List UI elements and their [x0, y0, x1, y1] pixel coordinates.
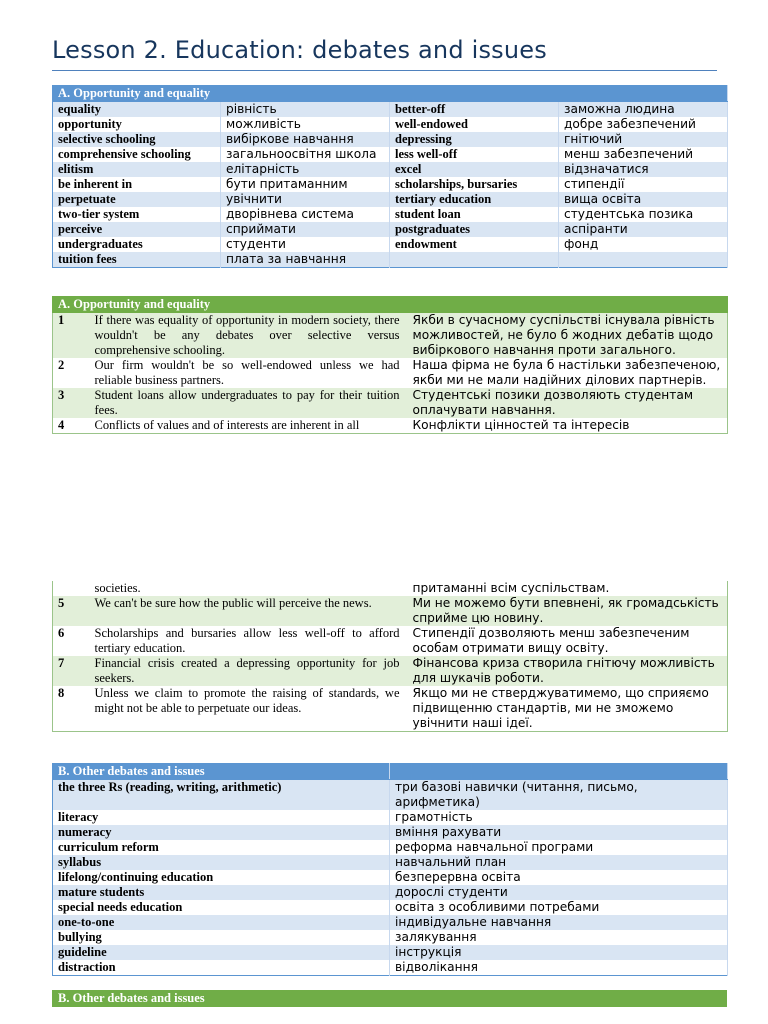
vocab-row	[53, 207, 728, 222]
vocab-row	[53, 237, 728, 252]
vocab-row	[53, 117, 728, 132]
table-header: B. Other debates and issues	[53, 764, 390, 780]
term-ua: реформа навчальної програми	[390, 840, 728, 855]
term-ua: бути притаманним	[221, 177, 390, 192]
vocab-row	[53, 915, 728, 930]
term-ua: вибіркове навчання	[221, 132, 390, 147]
vocab-row	[53, 885, 728, 900]
term-en: opportunity	[53, 117, 221, 132]
vocab-row	[53, 855, 728, 870]
term-en: undergraduates	[53, 237, 221, 252]
term-ua: рівність	[221, 102, 390, 118]
page-title: Lesson 2. Education: debates and issues	[52, 36, 547, 64]
sentence-english: Student loans allow undergraduates to pay for their tuition fees.	[90, 388, 408, 418]
term-en: better-off	[390, 102, 559, 118]
term-ua: увічнити	[221, 192, 390, 207]
sentence-ukrainian: Стипендії дозволяють менш забезпеченим особам отримати вищу освіту.	[412, 626, 690, 655]
vocab-row	[53, 870, 728, 885]
sentence-english: Unless we claim to promote the raising of standards, we might not be able to perpetuate our ideas.	[94, 686, 400, 715]
term-ua: вміння рахувати	[390, 825, 728, 840]
term-ua: плата за навчання	[221, 252, 390, 268]
term-ua: аспіранти	[559, 222, 728, 237]
term-ua: фонд	[559, 237, 728, 252]
term-en: numeracy	[53, 825, 390, 840]
term-ua: безперервна освіта	[390, 870, 728, 885]
vocab-table-a	[52, 85, 728, 268]
term-en: elitism	[53, 162, 221, 177]
sentence-number: 8	[58, 686, 65, 700]
term-en: less well-off	[390, 147, 559, 162]
sentence-ukrainian: Наша фірма не була б настільки забезпеченою, якби ми не мали надійних ділових партнерів.	[408, 358, 728, 388]
sentence-row	[53, 313, 728, 359]
term-en: depressing	[390, 132, 559, 147]
sentence-number: 1	[53, 313, 90, 359]
sentence-english: Our firm wouldn't be so well-endowed unless we had reliable business partners.	[90, 358, 408, 388]
sentence-row	[53, 626, 728, 656]
vocab-row	[53, 132, 728, 147]
term-ua: дворівнева система	[221, 207, 390, 222]
sentence-ukrainian: Ми не можемо бути впевнені, як громадськість сприйме цю новину.	[408, 596, 728, 626]
term-ua: сприймати	[221, 222, 390, 237]
vocab-table-b	[52, 763, 728, 976]
table-header-row	[53, 764, 728, 780]
term-ua: вища освіта	[559, 192, 728, 207]
term-ua: три базові навички (читання, письмо, арифметика)	[390, 780, 728, 811]
term-ua: студенти	[221, 237, 390, 252]
term-en: well-endowed	[390, 117, 559, 132]
vocab-row	[53, 810, 728, 825]
vocab-row	[53, 960, 728, 976]
term-ua: менш забезпечений	[559, 147, 728, 162]
term-ua: можливість	[221, 117, 390, 132]
sentence-number: 5	[53, 596, 90, 626]
term-en: student loan	[390, 207, 559, 222]
title-underline	[52, 70, 717, 71]
term-en: one-to-one	[53, 915, 390, 930]
term-en: equality	[53, 102, 221, 118]
vocab-row	[53, 222, 728, 237]
term-ua: відволікання	[390, 960, 728, 976]
sentence-ukrainian: Конфлікти цінностей та інтересів	[408, 418, 728, 434]
table-header-row	[53, 991, 727, 1007]
table-header: A. Opportunity and equality	[53, 297, 728, 313]
term-ua: навчальний план	[390, 855, 728, 870]
vocab-row	[53, 930, 728, 945]
term-en: perpetuate	[53, 192, 221, 207]
sentence-row	[53, 388, 728, 418]
sentence-number: 3	[53, 388, 90, 418]
vocab-row	[53, 177, 728, 192]
vocab-row	[53, 825, 728, 840]
term-en: distraction	[53, 960, 390, 976]
term-en: the three Rs (reading, writing, arithmetic)	[53, 780, 390, 811]
term-ua: студентська позика	[559, 207, 728, 222]
term-en: tertiary education	[390, 192, 559, 207]
term-en: be inherent in	[53, 177, 221, 192]
sentence-ukrainian: Студентські позики дозволяють студентам оплачувати навчання.	[408, 388, 728, 418]
sentence-english: Scholarships and bursaries allow less well-off to afford tertiary education.	[94, 626, 400, 655]
vocab-row	[53, 192, 728, 207]
term-en: literacy	[53, 810, 390, 825]
table-header: B. Other debates and issues	[53, 991, 727, 1007]
term-en	[390, 252, 559, 268]
term-en: perceive	[53, 222, 221, 237]
table-header-row	[53, 86, 728, 102]
vocab-row	[53, 840, 728, 855]
term-en: lifelong/continuing education	[53, 870, 390, 885]
sentences-table-b	[52, 990, 727, 1007]
term-ua: інструкція	[390, 945, 728, 960]
vocab-row	[53, 252, 728, 268]
term-ua: стипендії	[559, 177, 728, 192]
vocab-row	[53, 162, 728, 177]
sentence-row	[53, 596, 728, 626]
sentence-english: If there was equality of opportunity in modern society, there wouldn't be any debates over selective versus comprehensive schooling.	[90, 313, 408, 359]
term-ua: освіта з особливими потребами	[390, 900, 728, 915]
sentence-english: We can't be sure how the public will perceive the news.	[90, 596, 408, 626]
term-en: endowment	[390, 237, 559, 252]
term-en: bullying	[53, 930, 390, 945]
table-header-row	[53, 297, 728, 313]
term-en: mature students	[53, 885, 390, 900]
vocab-row	[53, 102, 728, 118]
sentence-ukrainian: Фінансова криза створила гнітючу можливість для шукачів роботи.	[408, 656, 728, 686]
term-ua: відзначатися	[559, 162, 728, 177]
term-ua: заможна людина	[559, 102, 728, 118]
vocab-row	[53, 780, 728, 811]
term-en: excel	[390, 162, 559, 177]
term-ua	[559, 252, 728, 268]
sentence-row	[53, 686, 728, 732]
sentences-table-a	[52, 296, 728, 434]
term-en: special needs education	[53, 900, 390, 915]
vocab-row	[53, 945, 728, 960]
table-header: A. Opportunity and equality	[53, 86, 728, 102]
term-en: syllabus	[53, 855, 390, 870]
term-en: scholarships, bursaries	[390, 177, 559, 192]
term-ua: загальноосвітня школа	[221, 147, 390, 162]
sentence-number	[53, 581, 90, 596]
sentence-number: 4	[53, 418, 90, 434]
term-en: selective schooling	[53, 132, 221, 147]
term-en: tuition fees	[53, 252, 221, 268]
term-en: two-tier system	[53, 207, 221, 222]
vocab-row	[53, 900, 728, 915]
sentence-english: societies.	[94, 581, 141, 595]
term-ua: індивідуальне навчання	[390, 915, 728, 930]
sentence-number: 7	[53, 656, 90, 686]
sentence-ukrainian: Якби в сучасному суспільстві існувала рівність можливостей, не було б жодних дебатів щодо вибіркового навчання проти загального.	[408, 313, 728, 359]
term-ua: грамотність	[390, 810, 728, 825]
term-en: guideline	[53, 945, 390, 960]
sentence-ukrainian: Якщо ми не стверджуватимемо, що сприяємо підвищенню стандартів, ми не зможемо увічнити наші ідеї.	[412, 686, 709, 730]
term-ua: добре забезпечений	[559, 117, 728, 132]
term-en: curriculum reform	[53, 840, 390, 855]
sentences-table-a-continued	[52, 581, 728, 732]
sentence-english: Conflicts of values and of interests are inherent in all	[90, 418, 408, 434]
term-en: postgraduates	[390, 222, 559, 237]
term-ua: залякування	[390, 930, 728, 945]
sentence-row	[53, 358, 728, 388]
vocab-row	[53, 147, 728, 162]
term-ua: дорослі студенти	[390, 885, 728, 900]
sentence-row	[53, 418, 728, 434]
sentence-english: Financial crisis created a depressing opportunity for job seekers.	[90, 656, 408, 686]
sentence-number: 6	[58, 626, 65, 640]
term-en: comprehensive schooling	[53, 147, 221, 162]
term-ua: елітарність	[221, 162, 390, 177]
sentence-row	[53, 656, 728, 686]
sentence-row	[53, 581, 728, 596]
term-ua: гнітючий	[559, 132, 728, 147]
sentence-number: 2	[53, 358, 90, 388]
sentence-ukrainian: притаманні всім суспільствам.	[412, 581, 610, 595]
